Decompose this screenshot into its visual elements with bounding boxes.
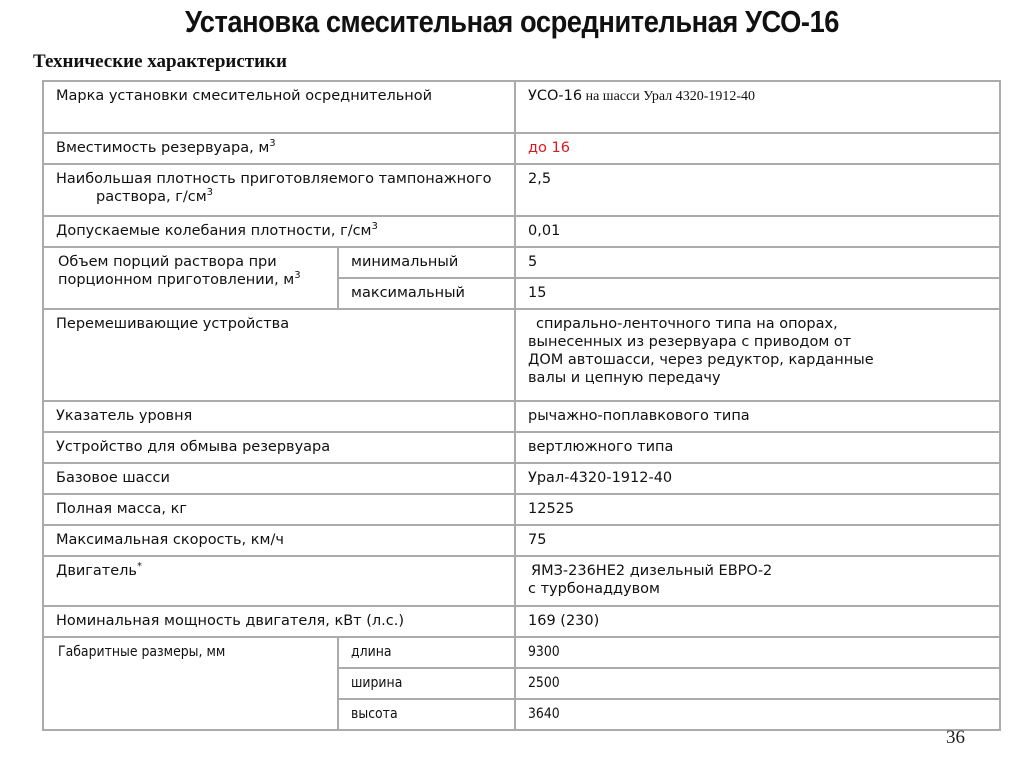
label-text: Объем порций раствора при порционном приготовлении, м <box>58 254 295 288</box>
row-value <box>515 637 1000 668</box>
label-text: Номинальная мощность двигателя, кВт (л.с.) <box>56 613 405 629</box>
label-text: Марка установки смесительной осреднительной <box>56 88 433 104</box>
value-text: 2500 <box>528 675 560 691</box>
value-text: 3640 <box>528 706 560 722</box>
sub-label <box>338 637 515 668</box>
row-value <box>515 164 1000 216</box>
value-line: с турбонаддувом <box>528 581 660 597</box>
value-text: 2,5 <box>528 171 552 187</box>
label-text: Двигатель <box>56 563 137 579</box>
sub-label-text: длина <box>351 644 392 660</box>
row-label <box>43 164 515 216</box>
label-text: Габаритные размеры, мм <box>58 644 226 660</box>
row-value <box>515 432 1000 463</box>
footnote-marker: * <box>136 561 142 572</box>
sub-label <box>338 668 515 699</box>
label-text: Базовое шасси <box>56 470 170 486</box>
value-line: валы и цепную передачу <box>528 370 721 386</box>
row-label <box>43 637 338 730</box>
label-text: Допускаемые колебания плотности, г/см <box>56 223 372 239</box>
table-row <box>43 463 1000 494</box>
row-value <box>515 699 1000 730</box>
value-text: 15 <box>528 285 547 301</box>
row-label <box>43 606 515 637</box>
table-row <box>43 216 1000 247</box>
row-label <box>43 401 515 432</box>
table-row <box>43 494 1000 525</box>
table-row <box>43 556 1000 606</box>
row-value <box>515 494 1000 525</box>
row-value <box>515 525 1000 556</box>
row-label <box>43 463 515 494</box>
label-text: Указатель уровня <box>56 408 193 424</box>
row-label <box>43 525 515 556</box>
value-text: 9300 <box>528 644 560 660</box>
table-row <box>43 309 1000 401</box>
row-value <box>515 556 1000 606</box>
table-row <box>43 164 1000 216</box>
sub-label <box>338 247 515 278</box>
label-text-line2: раствора, г/см <box>96 189 207 205</box>
label-text: Перемешивающие устройства <box>56 316 290 332</box>
label-text: Максимальная скорость, км/ч <box>56 532 284 548</box>
label-sup: 3 <box>269 138 276 149</box>
value-extra: на шасси Урал 4320-1912-40 <box>582 89 756 104</box>
row-label <box>43 247 338 309</box>
value-line: спирально-ленточного типа на опорах, <box>536 316 838 332</box>
value-text: до 16 <box>528 140 570 156</box>
value-text: 169 (230) <box>528 613 600 629</box>
section-subtitle: Технические характеристики <box>33 51 287 72</box>
table-row <box>43 432 1000 463</box>
value-text: рычажно-поплавкового типа <box>528 408 750 424</box>
sub-label-text: максимальный <box>351 285 465 301</box>
row-value <box>515 216 1000 247</box>
row-value <box>515 133 1000 164</box>
value-text: вертлюжного типа <box>528 439 674 455</box>
row-label <box>43 556 515 606</box>
sub-label <box>338 699 515 730</box>
row-value <box>515 401 1000 432</box>
value-line: ЯМЗ-236НЕ2 дизельный ЕВРО-2 <box>531 563 773 579</box>
row-value <box>515 309 1000 401</box>
label-text: Полная масса, кг <box>56 501 187 517</box>
row-value <box>515 668 1000 699</box>
label-sup: 3 <box>294 270 301 281</box>
sub-label <box>338 278 515 309</box>
row-label <box>43 81 515 133</box>
label-text: Вместимость резервуара, м <box>56 140 270 156</box>
slide-title: Установка смесительная осреднительная УСО-16 <box>184 4 840 39</box>
specs-table <box>42 80 1001 731</box>
sub-label-text: минимальный <box>351 254 459 270</box>
table-row <box>43 637 1000 668</box>
row-label <box>43 432 515 463</box>
row-label <box>43 309 515 401</box>
label-sup: 3 <box>371 221 378 232</box>
table-row <box>43 401 1000 432</box>
label-text-line1: Наибольшая плотность приготовляемого тампонажного <box>56 171 492 187</box>
value-text: 75 <box>528 532 547 548</box>
table-row <box>43 133 1000 164</box>
row-value <box>515 463 1000 494</box>
label-text: Устройство для обмыва резервуара <box>56 439 331 455</box>
row-label <box>43 494 515 525</box>
value-text: 12525 <box>528 501 575 517</box>
value-text: 0,01 <box>528 223 561 239</box>
row-value <box>515 247 1000 278</box>
row-label <box>43 133 515 164</box>
row-label <box>43 216 515 247</box>
label-sup: 3 <box>206 187 214 198</box>
value-text: Урал-4320-1912-40 <box>528 470 673 486</box>
value-text: 5 <box>528 254 538 270</box>
table-row <box>43 247 1000 278</box>
table-row <box>43 525 1000 556</box>
row-value <box>515 81 1000 133</box>
row-value <box>515 278 1000 309</box>
table-row <box>43 81 1000 133</box>
page-number: 36 <box>946 727 965 748</box>
sub-label-text: ширина <box>351 675 403 691</box>
table-row <box>43 606 1000 637</box>
value-main: УСО-16 <box>528 88 583 104</box>
value-line: вынесенных из резервуара с приводом от <box>528 334 852 350</box>
value-line: ДОМ автошасси, через редуктор, карданные <box>528 352 874 368</box>
sub-label-text: высота <box>351 706 398 722</box>
row-value <box>515 606 1000 637</box>
